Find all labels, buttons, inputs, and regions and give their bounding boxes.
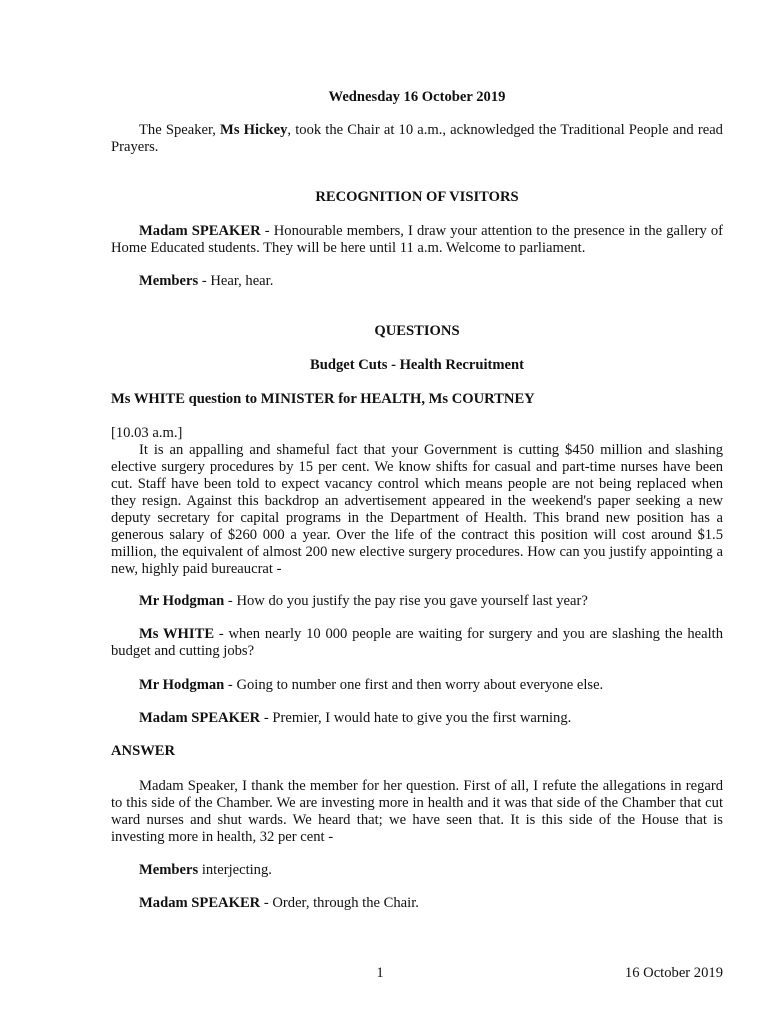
speaker-label: Madam SPEAKER: [139, 710, 261, 726]
opening-post: , took the Chair at 10 a.m., acknowledged the Traditional People and read Prayers.: [111, 122, 723, 155]
speech-members-interjecting: [111, 862, 723, 879]
speech-text: - Honourable members, I draw your attention to the presence in the gallery of Home Educated students. They will be here until 11 a.m. Welcome to parliament.: [111, 223, 724, 256]
speaker-label: Madam SPEAKER: [139, 223, 261, 239]
speech-members-hear: [111, 273, 723, 290]
speech-speaker-warning: [111, 710, 723, 727]
footer-date: 16 October 2019: [624, 965, 723, 981]
section-heading-questions: QUESTIONS: [374, 323, 460, 339]
speaker-label: Ms WHITE: [139, 626, 215, 642]
answer-heading: ANSWER: [111, 743, 176, 759]
speech-speaker-order: [111, 895, 723, 912]
speech-text: - Premier, I would hate to give you the first warning.: [260, 710, 572, 726]
interjection-hodgman-2: [111, 677, 723, 694]
speaker-label: Madam SPEAKER: [139, 895, 261, 911]
speaker-label: Mr Hodgman: [139, 677, 225, 693]
speech-text: - How do you justify the pay rise you gave yourself last year?: [224, 593, 588, 609]
speech-text: interjecting.: [198, 862, 272, 878]
speech-text: - when nearly 10 000 people are waiting for surgery and you are slashing the health budget and cutting jobs?: [111, 626, 723, 659]
section-heading-visitors: RECOGNITION OF VISITORS: [315, 189, 519, 205]
speech-text: - Going to number one first and then worry about everyone else.: [224, 677, 604, 693]
speaker-name: Ms Hickey: [220, 122, 288, 138]
subject-heading: Budget Cuts - Health Recruitment: [309, 357, 525, 373]
date-heading: Wednesday 16 October 2019: [328, 89, 506, 105]
question-text: It is an appalling and shameful fact that your Government is cutting $450 million and slashing elective surgery procedures by 15 per cent. We know shifts for casual and part-time nurses have been cut. Staff have been told to expect vacancy control which means people are not being replaced when they resign. Against this backdrop an advertisement appeared in the weekend's paper seeking a new deputy secretary for capital programs in the Department of Health. This brand new position has a generous salary of $260 000 a year. Over the life of the contract this position will cost around $1.5 million, the equivalent of almost 200 new elective surgery procedures. How can you justify appointing a new, highly paid bureaucrat -: [111, 442, 723, 577]
answer-text: Madam Speaker, I thank the member for her question. First of all, I refute the allegations in regard to this side of the Chamber. We are investing more in health and it was that side of the Chamber that cut ward nurses and shut wards. We heard that; we have seen that. It is this side of the House that is investing more in health, 32 per cent -: [111, 778, 723, 845]
interjection-hodgman-1: [111, 593, 723, 610]
speaker-label: Mr Hodgman: [139, 593, 225, 609]
opening-pre: The Speaker,: [139, 122, 221, 138]
speaker-label: Members: [139, 273, 199, 289]
speech-text: - Hear, hear.: [198, 273, 274, 289]
timestamp: [10.03 a.m.]: [111, 425, 183, 441]
speaker-label: Members: [139, 862, 199, 878]
speech-text: - Order, through the Chair.: [260, 895, 419, 911]
page-number: 1: [376, 965, 384, 981]
question-heading: Ms WHITE question to MINISTER for HEALTH, Ms COURTNEY: [111, 391, 535, 407]
speech-speaker-visitors: [111, 223, 723, 257]
opening-paragraph: [111, 122, 723, 156]
speech-white-continue: [111, 626, 723, 660]
